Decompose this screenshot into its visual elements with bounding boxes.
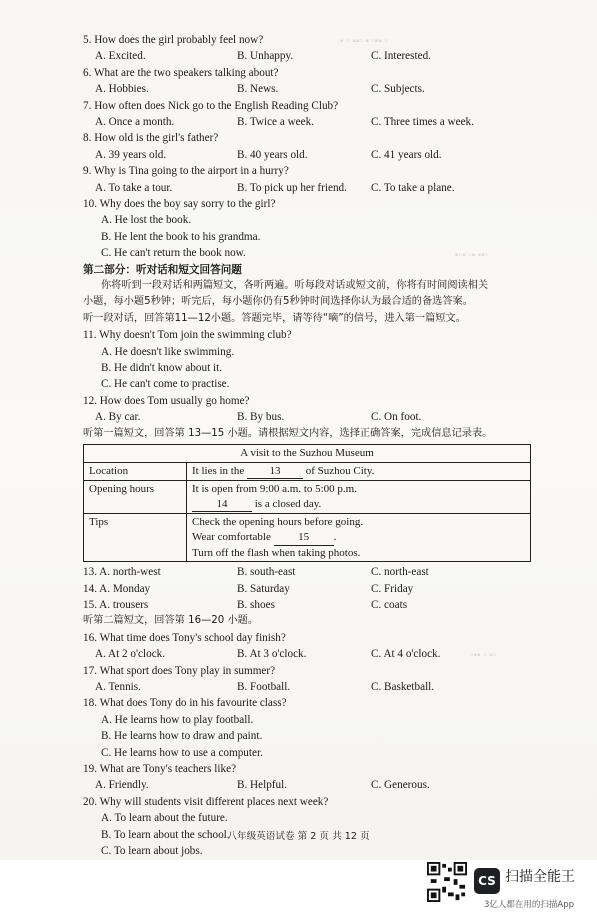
tips-text: Wear comfortable xyxy=(192,531,271,544)
option-b: B. south-east xyxy=(237,566,296,579)
question-text: 8. How old is the girl's father? xyxy=(83,132,219,145)
question-18 xyxy=(83,695,531,761)
options-row xyxy=(83,81,531,97)
option-a: A. Friendly. xyxy=(95,779,149,792)
question xyxy=(83,663,531,696)
option-b: B. Unhappy. xyxy=(237,50,294,63)
question xyxy=(83,630,531,663)
option-c: C. Basketball. xyxy=(371,681,435,693)
hours-text: It is open from 9:00 a.m. to 5:00 p.m. xyxy=(192,483,357,496)
option-a: A. He doesn't like swimming. xyxy=(101,345,235,358)
option-b: B. At 3 o'clock. xyxy=(237,648,307,661)
table-caption: A visit to the Suzhou Museum xyxy=(84,445,531,463)
question xyxy=(83,597,531,613)
passage-2-instructions: 听第二篇短文，回答第 16—20 小题。 xyxy=(83,615,259,627)
bleed-through-text: ▫▪▪ ▫ ▪▫ xyxy=(470,650,497,661)
options-row xyxy=(83,597,531,613)
question xyxy=(83,564,531,580)
tips-label: Tips xyxy=(84,514,187,562)
option-a: A. To learn about the future. xyxy=(101,812,228,825)
option-b: B. To learn about the school. xyxy=(101,828,230,841)
options-row xyxy=(83,180,531,196)
option-c: C. coats xyxy=(371,599,408,611)
exam-content xyxy=(83,32,531,859)
options-row xyxy=(83,581,531,597)
camscanner-tagline: 3亿人都在用的扫描App xyxy=(484,900,575,910)
option-b: B. To pick up her friend. xyxy=(237,181,347,194)
section-heading: 第二部分：听对话和短文回答问题 xyxy=(83,263,242,276)
option-b: B. Saturday xyxy=(237,582,290,595)
bleed-through-text: ▪ ▫ ▪▪▫ ▪ ▫▪▪ ▫ xyxy=(340,36,388,47)
options-row xyxy=(83,409,531,425)
question-option-a: 15. A. trousers xyxy=(83,599,149,611)
section-instructions: 听一段对话，回答第11—12小题。答题完毕，请等待“嘀”的信号，进入第一篇短文。 xyxy=(83,312,466,324)
questions-16-to-17 xyxy=(83,630,531,696)
options-row xyxy=(83,564,531,580)
section-instructions: 小题，每小题5秒钟；听完后，每小题你仍有5秒钟时间选择你认为最合适的备选答案。 xyxy=(83,296,473,308)
option-c: C. He learns how to use a computer. xyxy=(101,746,263,759)
question-text: 11. Why doesn't Tom join the swimming club? xyxy=(83,329,292,342)
question-12 xyxy=(83,393,531,426)
option-a: A. Hobbies. xyxy=(95,83,149,96)
passage-1-instructions: 听第一篇短文，回答第 13—15 小题。请根据短文内容，选择正确答案，完成信息记录表。 xyxy=(83,427,493,439)
question xyxy=(83,98,531,131)
question-text: 19. What are Tony's teachers like? xyxy=(83,763,237,776)
option-c: C. To learn about jobs. xyxy=(101,845,203,858)
question-text: 18. What does Tony do in his favourite class? xyxy=(83,697,287,710)
location-label: Location xyxy=(84,462,187,481)
question-11 xyxy=(83,327,531,393)
option-a: A. He lost the book. xyxy=(101,214,192,227)
option-b: B. He lent the book to his grandma. xyxy=(101,230,261,243)
option-b: B. shoes xyxy=(237,599,275,611)
question-text: 7. How often does Nick go to the English Reading Club? xyxy=(83,99,339,112)
hours-text: is a closed day. xyxy=(254,497,322,510)
option-b: B. Football. xyxy=(237,681,291,693)
option-c: C. Subjects. xyxy=(371,83,425,96)
opening-hours-cell xyxy=(187,481,531,514)
question-text: 17. What sport does Tony play in summer? xyxy=(83,664,276,677)
option-b: B. By bus. xyxy=(237,411,285,424)
question-text: 12. How does Tom usually go home? xyxy=(83,394,250,407)
options-row xyxy=(83,777,531,793)
options-row xyxy=(83,114,531,130)
option-c: C. He can't return the book now. xyxy=(101,247,246,260)
option-c: C. At 4 o'clock. xyxy=(371,648,441,661)
question-text: 5. How does the girl probably feel now? xyxy=(83,34,264,46)
option-b: B. Twice a week. xyxy=(237,116,314,128)
tips-text: Turn off the flash when taking photos. xyxy=(192,546,361,559)
questions-13-to-15 xyxy=(83,564,531,613)
location-text: of Suzhou City. xyxy=(305,464,375,477)
option-a: A. 39 years old. xyxy=(95,148,167,161)
question xyxy=(83,130,531,163)
option-b: B. He didn't know about it. xyxy=(101,362,223,375)
option-c: C. To take a plane. xyxy=(371,181,455,194)
options-row xyxy=(83,147,531,163)
option-c: C. Interested. xyxy=(371,50,431,63)
blank-13: 13 xyxy=(247,464,303,480)
bleed-through-text: ▪▫▪ ▫▪ ▪▪▫ xyxy=(455,250,489,261)
option-b: B. 40 years old. xyxy=(237,148,308,161)
location-text: It lies in the xyxy=(192,464,245,477)
option-c: C. 41 years old. xyxy=(371,148,442,161)
question-text: 10. Why does the boy say sorry to the girl? xyxy=(83,197,276,210)
location-cell xyxy=(187,462,531,481)
options-row xyxy=(83,48,531,64)
question xyxy=(83,163,531,196)
tips-cell xyxy=(187,514,531,562)
options-row xyxy=(83,646,531,662)
question-text: 9. Why is Tina going to the airport in a hurry? xyxy=(83,165,289,178)
qr-code-icon xyxy=(427,862,467,902)
option-c: C. Generous. xyxy=(371,779,430,792)
tips-text: Check the opening hours before going. xyxy=(192,516,364,529)
question-text: 20. Why will students visit different places next week? xyxy=(83,795,329,808)
tips-text: . xyxy=(333,531,337,544)
question-10 xyxy=(83,196,531,262)
question-19 xyxy=(83,761,531,794)
question-text: 6. What are the two speakers talking about? xyxy=(83,66,279,79)
option-a: A. Once a month. xyxy=(95,116,175,128)
camscanner-name: 扫描全能王 xyxy=(505,869,575,885)
option-b: B. News. xyxy=(237,83,279,96)
option-c: C. north-east xyxy=(371,566,429,579)
option-c: C. Three times a week. xyxy=(371,116,474,128)
option-a: A. Excited. xyxy=(95,50,146,63)
question xyxy=(83,32,531,65)
option-a: A. He learns how to play football. xyxy=(101,713,254,726)
option-a: A. To take a tour. xyxy=(95,181,173,194)
opening-hours-label: Opening hours xyxy=(84,481,187,514)
page-footer: 八年级英语试卷 第 2 页 共 12 页 xyxy=(227,831,370,842)
question xyxy=(83,581,531,597)
option-a: A. Tennis. xyxy=(95,681,141,693)
blank-15: 15 xyxy=(274,530,334,546)
question-option-a: 13. A. north-west xyxy=(83,566,161,579)
question xyxy=(83,65,531,98)
option-c: C. He can't come to practise. xyxy=(101,378,230,391)
camscanner-logo: CS xyxy=(474,868,500,894)
section-instructions: 你将听到一段对话和两篇短文，各听两遍。听每段对话或短文前，你将有时间阅读相关 xyxy=(101,280,489,292)
questions-5-to-9 xyxy=(83,32,531,196)
option-b: B. He learns how to draw and paint. xyxy=(101,730,263,743)
option-b: B. Helpful. xyxy=(237,779,288,792)
blank-14: 14 xyxy=(192,497,252,513)
options-row xyxy=(83,679,531,695)
info-record-table xyxy=(83,444,531,562)
option-a: A. By car. xyxy=(95,411,141,424)
option-c: C. On foot. xyxy=(371,411,422,424)
option-c: C. Friday xyxy=(371,582,414,595)
question-text: 16. What time does Tony's school day finish? xyxy=(83,631,286,644)
question-20 xyxy=(83,794,531,860)
question-option-a: 14. A. Monday xyxy=(83,582,151,595)
option-a: A. At 2 o'clock. xyxy=(95,648,166,661)
